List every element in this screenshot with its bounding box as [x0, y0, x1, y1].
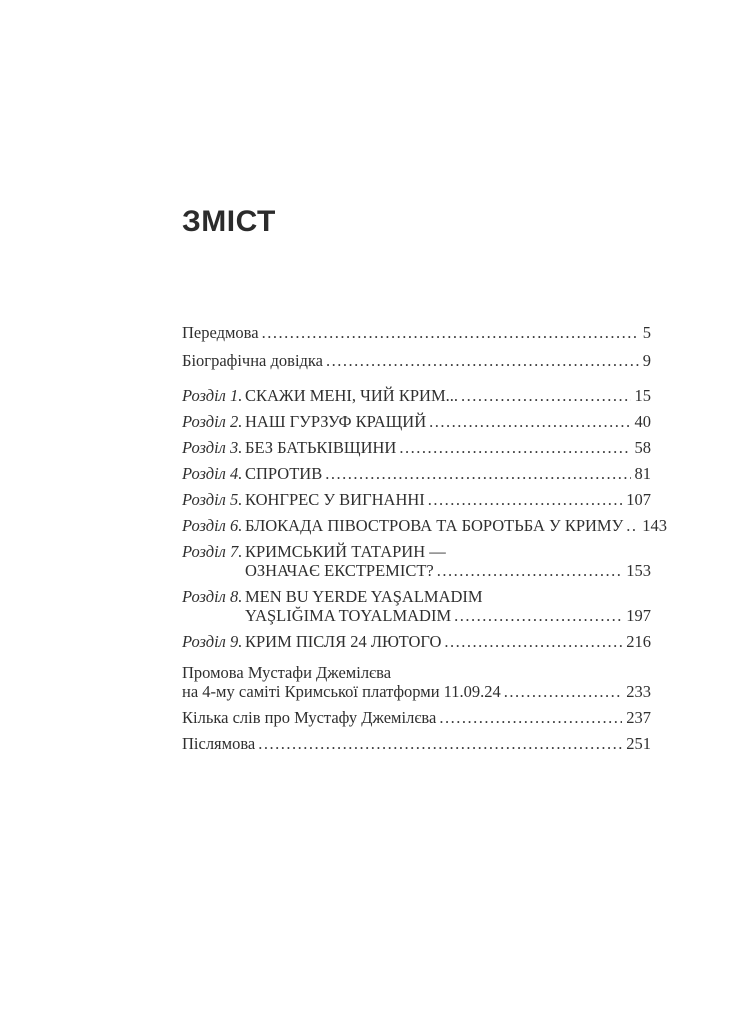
dot-leader: [504, 682, 622, 701]
chapter-label: Розділ 8.: [182, 587, 243, 606]
dot-leader: [399, 438, 630, 457]
chapter-body: [245, 516, 668, 535]
dot-leader: [262, 323, 639, 342]
chapter-label: Розділ 5.: [182, 490, 243, 509]
chapter-label: Розділ 2.: [182, 412, 243, 431]
entry-title: СПРОТИВ: [245, 464, 323, 483]
toc-entry-chapter-3: [182, 438, 651, 457]
entry-title: БЕЗ БАТЬКІВЩИНИ: [245, 438, 397, 457]
entry-title: ОЗНАЧАЄ ЕКСТРЕМІСТ?: [245, 561, 434, 580]
dot-leader: [326, 351, 639, 370]
chapter-body: [245, 542, 651, 580]
chapter-body: [245, 412, 651, 431]
page-number: 107: [626, 490, 651, 509]
page-title: ЗМІСТ: [182, 205, 276, 238]
chapter-label: Розділ 1.: [182, 386, 243, 405]
entry-title: Післямова: [182, 734, 256, 753]
page-number: 251: [626, 734, 651, 753]
toc-entry-kilka-sliv: [182, 708, 651, 727]
dot-leader: [626, 516, 638, 535]
entry-title: КРИМ ПІСЛЯ 24 ЛЮТОГО: [245, 632, 442, 651]
toc-entry-peredmova: [182, 323, 651, 342]
front-matter-section: [182, 323, 651, 370]
toc-entry-chapter-1: [182, 386, 651, 405]
chapter-body: [245, 587, 651, 625]
toc-entry-pislyamova: [182, 734, 651, 753]
dot-leader: [454, 606, 622, 625]
dot-leader: [439, 708, 622, 727]
chapter-label: Розділ 6.: [182, 516, 243, 535]
dot-leader: [444, 632, 622, 651]
entry-title: YAŞLIĞIMA TOYALMADIM: [245, 606, 452, 625]
page-number: 216: [626, 632, 651, 651]
chapter-label: Розділ 3.: [182, 438, 243, 457]
chapter-body: [245, 490, 651, 509]
toc-entry-biohrafichna-dovidka: [182, 351, 651, 370]
toc-entry-chapter-5: [182, 490, 651, 509]
toc-entry-chapter-4: [182, 464, 651, 483]
dot-leader: [258, 734, 622, 753]
page-number: 58: [634, 438, 651, 457]
page-number: 40: [634, 412, 651, 431]
dot-leader: [325, 464, 630, 483]
page-number: 197: [626, 606, 651, 625]
entry-title: Промова Мустафи Джемілєва: [182, 663, 392, 682]
entry-title: СКАЖИ МЕНІ, ЧИЙ КРИМ...: [245, 386, 458, 405]
entry-title: БЛОКАДА ПІВОСТРОВА ТА БОРОТЬБА У КРИМУ: [245, 516, 624, 535]
chapter-body: [245, 464, 651, 483]
page-number: 9: [642, 351, 651, 370]
entry-title: Кілька слів про Мустафу Джемілєва: [182, 708, 437, 727]
dot-leader: [429, 412, 630, 431]
chapter-label: Розділ 9.: [182, 632, 243, 651]
toc-entry-chapter-6: [182, 516, 668, 535]
page-number: 237: [626, 708, 651, 727]
page-number: 81: [634, 464, 651, 483]
dot-leader: [437, 561, 622, 580]
entry-title: НАШ ГУРЗУФ КРАЩИЙ: [245, 412, 427, 431]
page-number: 233: [626, 682, 651, 701]
page-number: 143: [642, 516, 668, 535]
entry-title: КОНГРЕС У ВИГНАННІ: [245, 490, 425, 509]
toc-entry-chapter-2: [182, 412, 651, 431]
chapter-body: [245, 386, 651, 405]
chapter-label: Розділ 4.: [182, 464, 243, 483]
entry-title: Передмова: [182, 323, 259, 342]
chapter-body: [245, 438, 651, 457]
page-number: 15: [634, 386, 651, 405]
entry-title: MEN BU YERDE YAŞALMADIM: [245, 587, 483, 606]
dot-leader: [428, 490, 622, 509]
entry-title: КРИМСЬКИЙ ТАТАРИН —: [245, 542, 446, 561]
back-matter-section: [182, 663, 651, 753]
entry-title: на 4-му саміті Кримської платформи 11.09.24: [182, 682, 501, 701]
page-number: 153: [626, 561, 651, 580]
toc-entry-chapter-7: [182, 542, 651, 580]
chapters-section: [182, 386, 668, 651]
chapter-label: Розділ 7.: [182, 542, 243, 561]
dot-leader: [461, 386, 631, 405]
toc-entry-chapter-8: [182, 587, 651, 625]
chapter-body: [245, 632, 651, 651]
toc-entry-chapter-9: [182, 632, 651, 651]
toc-content: [182, 0, 668, 760]
entry-title: Біографічна довідка: [182, 351, 324, 370]
toc-entry-promova: [182, 663, 651, 701]
page-number: 5: [642, 323, 651, 342]
